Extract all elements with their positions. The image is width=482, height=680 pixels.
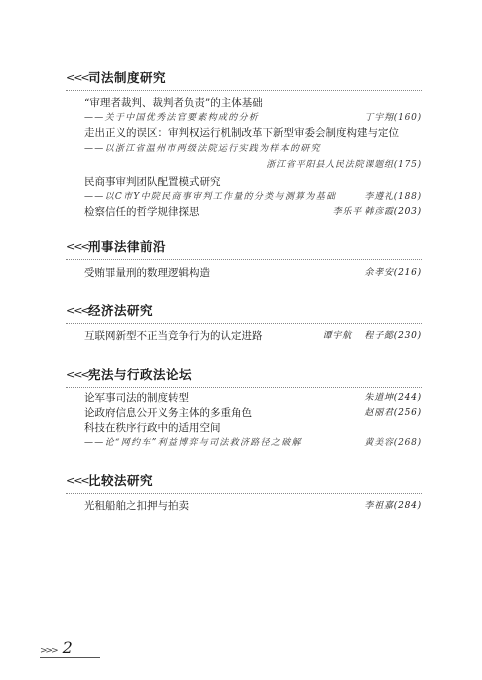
section-title: 司法制度研究 [88, 70, 167, 85]
toc-entry-author: 丁宇翔(160) [364, 113, 422, 123]
toc-entry-title[interactable]: 科技在秩序行政中的适用空间 [84, 422, 221, 434]
section-header [66, 365, 422, 383]
toc-entry-title[interactable]: 论军事司法的制度转型 朱道坤(244) [84, 392, 422, 404]
chevron-left-icon: <<< [66, 70, 88, 84]
toc-entry-author: 黄美容(268) [364, 438, 422, 448]
toc-entry-title[interactable]: “审理者裁判、裁判者负责”的主体基础 [84, 97, 263, 109]
toc-entry-subtitle: ——以浙江省温州市两级法院运行实践为样本的研究 [84, 144, 321, 154]
toc-entry-title[interactable]: 检察信任的哲学规律探思 李乐平 韩彦霞(203) [84, 206, 422, 218]
section-criminal-law [66, 237, 422, 287]
divider [66, 387, 422, 388]
toc-entry-author: 李遵礼(188) [364, 192, 422, 202]
section-header [66, 471, 422, 489]
toc-entry-author: 李祖嘉(284) [364, 501, 422, 511]
toc-entry-author: 韩彦霞(203) [364, 207, 422, 217]
section-title: 刑事法律前沿 [88, 239, 167, 254]
section-judicial-system [66, 68, 422, 228]
page-number: 2 [62, 638, 73, 657]
section-title: 比较法研究 [88, 473, 154, 488]
toc-entry-title[interactable]: 互联网新型不正当竞争行为的认定进路 谭宇航 程子懿(230) [84, 330, 422, 342]
chevron-left-icon: <<< [66, 239, 88, 253]
section-header [66, 237, 422, 255]
toc-entry-coauthor: 谭宇航 [322, 331, 352, 341]
toc-entry-title[interactable]: 光租船舶之扣押与拍卖 李祖嘉(284) [84, 500, 422, 512]
toc-entry-author: 赵丽君(256) [364, 408, 422, 418]
toc-entry-author: 程子懿(230) [364, 331, 422, 341]
toc-entry-author: 朱道坤(244) [364, 393, 422, 403]
section-header [66, 301, 422, 319]
section-economic-law [66, 301, 422, 351]
toc-entry-author: 浙江省平阳县人民法院课题组(175) [266, 160, 422, 170]
footer-rule [40, 657, 100, 658]
toc-entry-coauthor: 李乐平 [332, 207, 362, 217]
toc-entry-title[interactable]: 论政府信息公开义务主体的多重角色 赵丽君(256) [84, 407, 422, 419]
toc-entry-subtitle: ——以C市Y中院民商事审判工作量的分类与测算为基础 李遵礼(188) [84, 192, 422, 202]
divider [66, 259, 422, 260]
chevron-left-icon: <<< [66, 303, 88, 317]
chevron-left-icon: <<< [66, 367, 88, 381]
chevron-right-icon: >>> [40, 646, 57, 656]
section-title: 经济法研究 [88, 303, 154, 318]
section-title: 宪法与行政法论坛 [88, 367, 193, 382]
toc-entry-title[interactable]: 民商事审判团队配置模式研究 [84, 176, 221, 188]
toc-entry-subtitle: ——论“网约车”利益博弈与司法救济路径之破解 黄美容(268) [84, 438, 422, 448]
divider [66, 90, 422, 91]
toc-entry-title[interactable]: 受贿罪量刑的数理逻辑构造 余孝安(216) [84, 267, 422, 279]
section-header [66, 68, 422, 86]
page-footer [40, 638, 73, 657]
toc-entry-title[interactable]: 走出正义的误区：审判权运行机制改革下新型审委会制度构建与定位 [84, 127, 399, 139]
section-comparative-law [66, 471, 422, 521]
chevron-left-icon: <<< [66, 473, 88, 487]
divider [66, 323, 422, 324]
toc-entry-author: 余孝安(216) [364, 268, 422, 278]
divider [66, 493, 422, 494]
toc-entry-subtitle: ——关于中国优秀法官要素构成的分析 丁宇翔(160) [84, 113, 422, 123]
section-constitutional-administrative-law [66, 365, 422, 455]
